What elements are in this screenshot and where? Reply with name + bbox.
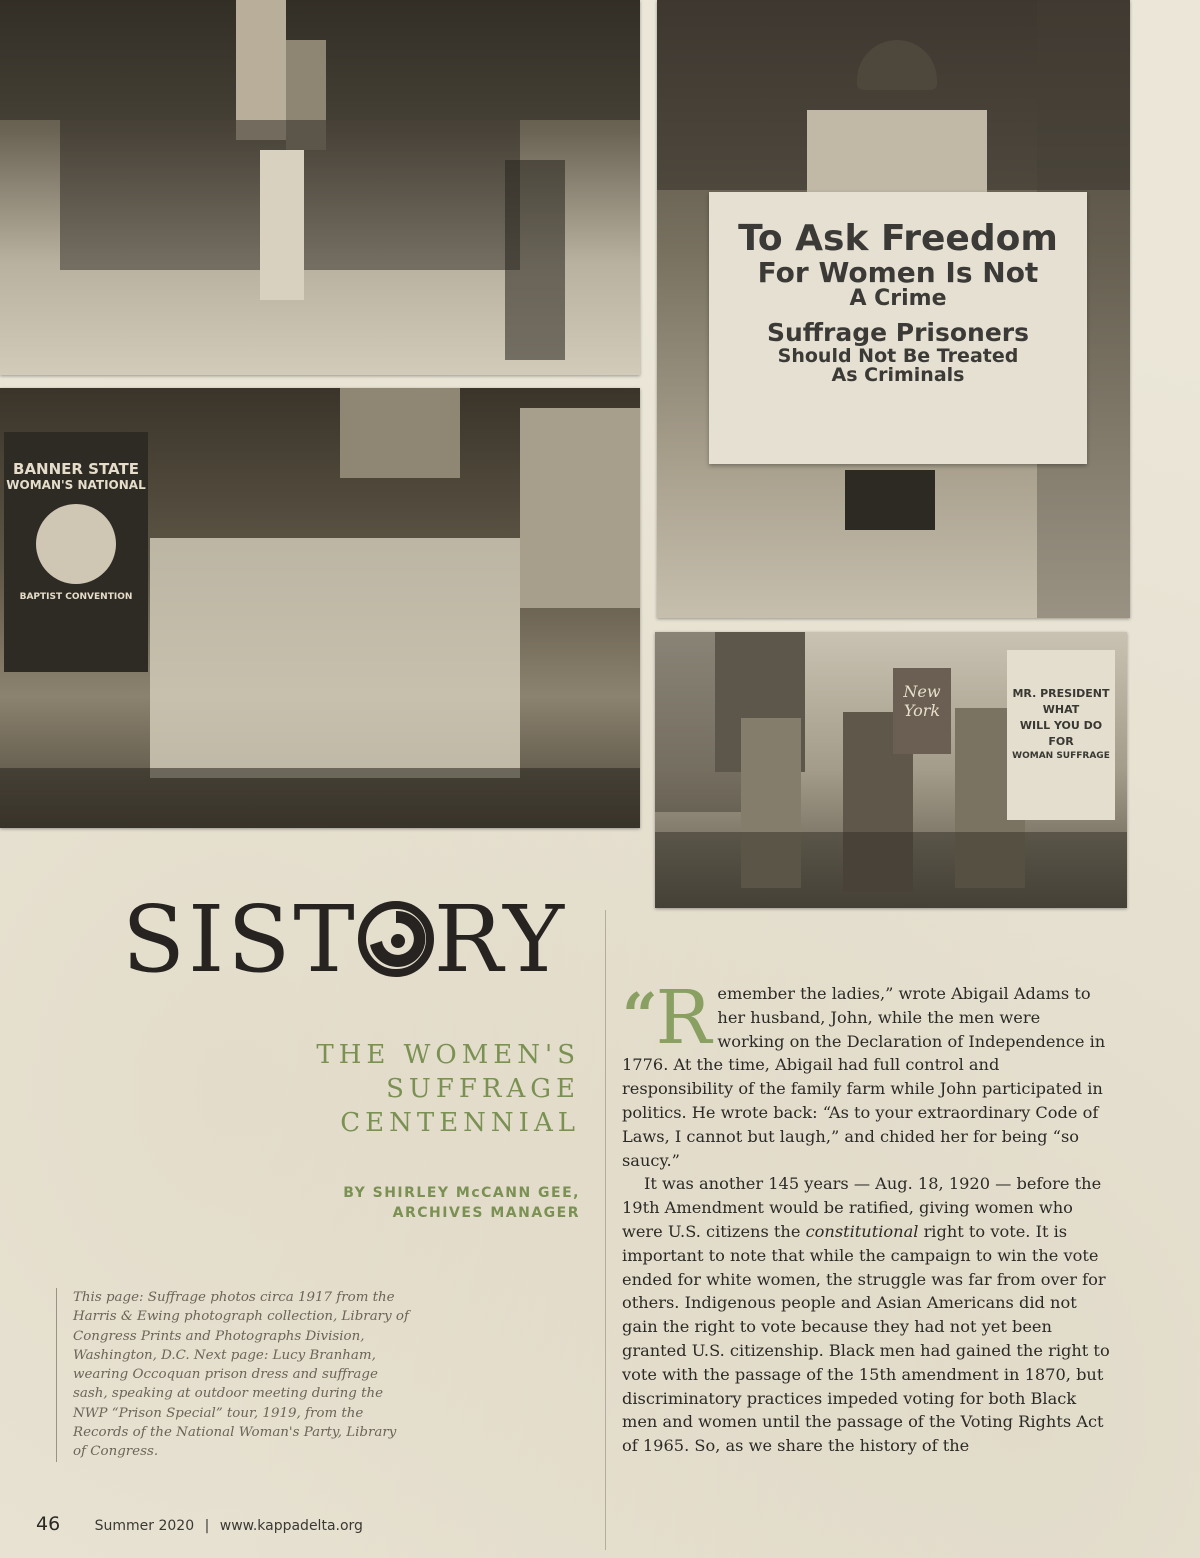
photo-baptist-convention-group — [0, 388, 640, 828]
drop-cap: “R — [622, 975, 712, 1061]
title-part: RY — [433, 886, 567, 993]
subtitle-line: THE WOMEN'S — [316, 1040, 580, 1070]
banner-line: WHAT — [1042, 702, 1080, 716]
photo-caption: This page: Suffrage photos circa 1917 from the Harris & Ewing photograph collection, Library of Congress Prints and Photographs Division, Washington, D.C. Next page: Lucy Branham, wearing Occoquan prison dress and suffrage sash, speaking at outdoor meeting during the NWP “Prison Special” tour, 1919, from the Records of the National Woman's Party, Library of Congress. — [56, 1288, 413, 1462]
banner-line: WILL YOU DO — [1019, 718, 1103, 732]
photo-white-house-picket — [655, 632, 1127, 908]
paragraph: It was another 145 years — Aug. 18, 1920 — before the 19th Amendment would be ratified, giving women who were U.S. citizens the constitutional right to vote. It is important to note that while the campaign to win the vote ended for white women, the struggle was far from over for others. Indigenous people and Asian Americans did not gain the right to vote because they had not yet been granted U.S. citizenship. Black men had gained the right to vote with the passage of the 15th amendment in 1870, but discriminatory practices impeded voting for both Black men and women until the passage of the Voting Rights Act of 1965. So, as we share the history of the — [622, 1174, 1110, 1456]
title-part: SIST — [122, 886, 358, 993]
subtitle-line: SUFFRAGE — [386, 1074, 580, 1104]
issue-label: Summer 2020 — [94, 1518, 195, 1534]
banner-line: FOR — [1048, 734, 1074, 748]
sign-line: For Women Is Not — [757, 255, 1039, 289]
sign-line: As Criminals — [831, 364, 965, 387]
sign-line: Should Not Be Treated — [777, 344, 1019, 367]
byline-author: BY SHIRLEY McCANN GEE, — [343, 1185, 580, 1201]
page-title — [122, 885, 592, 995]
banner-line: WOMAN SUFFRAGE — [1012, 750, 1110, 761]
paragraph: “R emember the ladies,” wrote Abigail Adams to her husband, John, while the men were working on the Declaration of Independence in 1776. At the time, Abigail had full control and responsibility of the family farm while John participated in politics. He wrote back: “As to your extraordinary Code of Laws, I cannot but laugh,” and chided her for being “so saucy.” — [622, 975, 1106, 1170]
sign-line: A Crime — [849, 286, 947, 312]
sign-line: Suffrage Prisoners — [766, 318, 1030, 348]
sign-line: To Ask Freedom — [738, 218, 1058, 259]
footer-separator: | — [204, 1518, 210, 1534]
photo-suffrage-sign — [657, 0, 1130, 618]
banner-line: MR. PRESIDENT — [1012, 687, 1110, 700]
new-york-banner: New York — [893, 668, 951, 754]
subtitle — [250, 1038, 580, 1140]
church-banner — [4, 432, 148, 672]
banner-line: BAPTIST CONVENTION — [19, 592, 133, 602]
globe-icon — [36, 504, 116, 584]
byline-role: ARCHIVES MANAGER — [392, 1205, 580, 1221]
page-footer — [36, 1513, 363, 1537]
kappa-delta-shell-icon — [358, 891, 434, 1001]
byline — [250, 1183, 580, 1223]
article-body — [622, 975, 1110, 1458]
subtitle-line: CENTENNIAL — [340, 1108, 580, 1138]
photo-suffrage-parade — [0, 0, 640, 375]
website-link[interactable]: www.kappadelta.org — [219, 1518, 363, 1534]
banner-line: WOMAN'S NATIONAL — [6, 478, 146, 492]
column-divider — [605, 910, 606, 1550]
banner-line: BANNER STATE — [13, 460, 139, 478]
protest-sign — [709, 192, 1087, 464]
page-number: 46 — [36, 1513, 61, 1535]
president-banner — [1007, 650, 1115, 820]
